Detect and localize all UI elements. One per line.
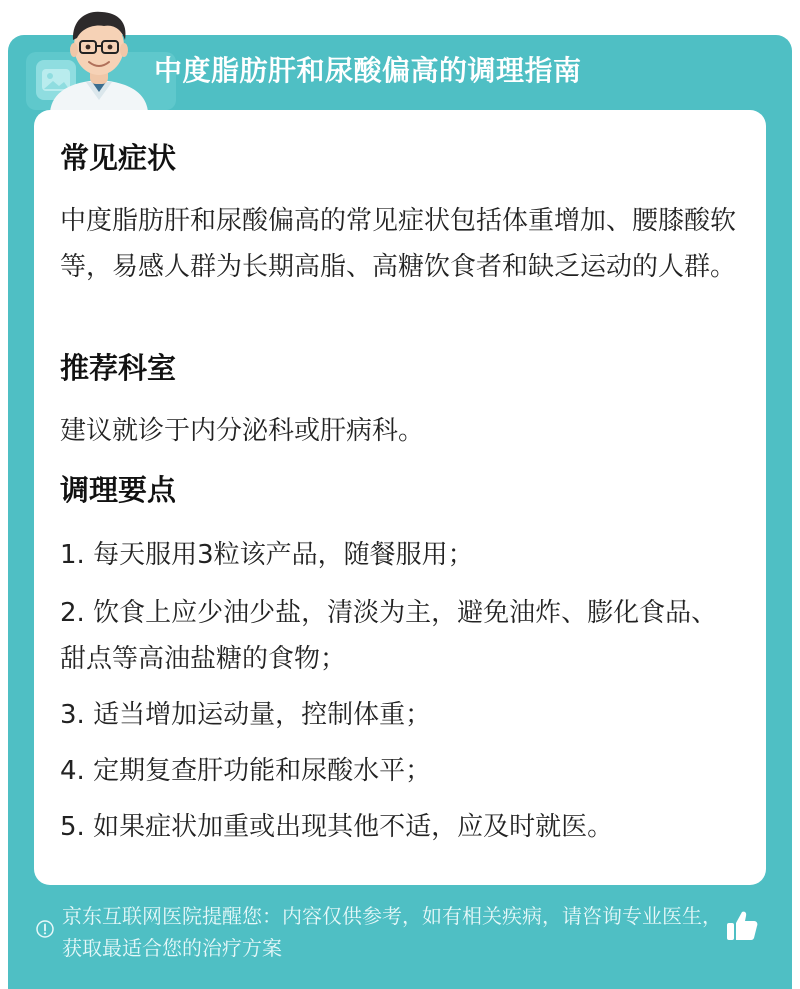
content-card — [34, 110, 766, 885]
symptoms-text: 中度脂肪肝和尿酸偏高的常见症状包括体重增加、腰膝酸软等，易感人群为长期高脂、高糖饮食者和缺乏运动的人群。 — [60, 206, 737, 282]
care-item-4: 4. 定期复查肝功能和尿酸水平； — [60, 756, 432, 786]
footer-text: 京东互联网医院提醒您：内容仅供参考，如有相关疾病，请咨询专业医生，获取最适合您的治疗方案 — [62, 904, 722, 960]
section-title-care: 调理要点 — [60, 473, 177, 507]
page-title: 中度脂肪肝和尿酸偏高的调理指南 — [154, 54, 582, 87]
info-icon — [36, 920, 54, 938]
doctor-avatar — [44, 0, 154, 112]
thumbs-up-icon[interactable] — [724, 908, 760, 944]
care-item-5: 5. 如果症状加重或出现其他不适，应及时就医。 — [60, 812, 614, 842]
section-title-department: 推荐科室 — [60, 351, 177, 385]
care-item-1: 1. 每天服用3粒该产品，随餐服用； — [60, 540, 474, 570]
section-title-symptoms: 常见症状 — [60, 141, 177, 175]
care-item-3: 3. 适当增加运动量，控制体重； — [60, 700, 432, 730]
care-item-2: 2. 饮食上应少油少盐，清淡为主，避免油炸、膨化食品、甜点等高油盐糖的食物； — [60, 598, 718, 674]
department-text: 建议就诊于内分泌科或肝病科。 — [60, 416, 425, 446]
